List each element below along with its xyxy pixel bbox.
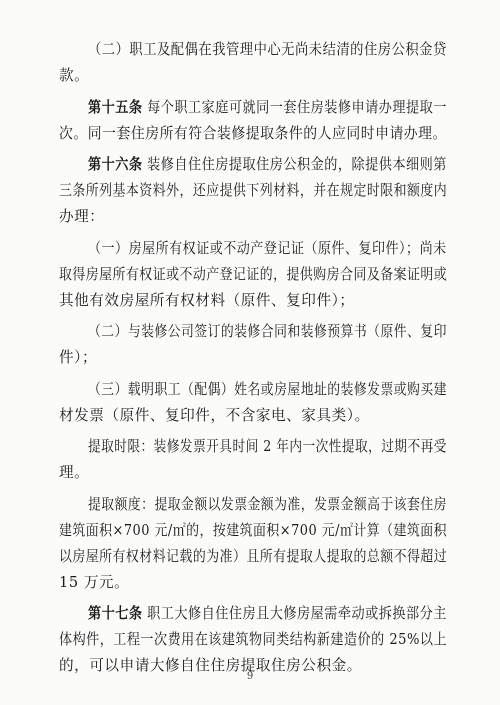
article-line bbox=[88, 604, 447, 624]
page-number: 9 bbox=[246, 671, 254, 682]
line-text: 装修自住住房提取住房公积金的，除提供本细则第 bbox=[142, 156, 447, 173]
paragraph-line bbox=[88, 40, 447, 60]
article-line bbox=[88, 155, 447, 175]
line-text: 取得房屋所有权证或不动产登记证的，提供购房合同及备案证明或 bbox=[59, 265, 448, 283]
line-text: （三）载明职工（配偶）姓名或房屋地址的装修发票或购买建 bbox=[88, 380, 447, 398]
line-text: 的，可以申请大修自住住房提取住房公积金。 bbox=[59, 657, 362, 674]
paragraph-line bbox=[59, 630, 447, 650]
line-text: 其他有效房屋所有权材料（原件、复印件）； bbox=[59, 291, 355, 309]
paragraph-line bbox=[59, 66, 89, 86]
paragraph-line bbox=[88, 380, 447, 400]
line-text: 以房屋所有权材料记载的为准）且所有提取人提取的总额不得超过 bbox=[59, 547, 448, 565]
line-text: 建筑面积×700 元/㎡的，按建筑面积×700 元/㎡计算（建筑面积 bbox=[59, 521, 448, 539]
paragraph-line bbox=[59, 521, 447, 541]
line-text: 体构件，工程一次费用在该建筑物同类结构新建造价的 25%以上 bbox=[59, 631, 448, 648]
line-text: 提取额度：提取金额以发票金额为准，发票金额高于该套住房 bbox=[88, 495, 447, 513]
line-text: 款。 bbox=[59, 67, 90, 84]
line-text: 职工大修自住住房且大修房屋需牵动或拆换部分主 bbox=[142, 605, 447, 622]
line-text: 办理： bbox=[59, 208, 105, 225]
paragraph-line bbox=[59, 406, 370, 426]
paragraph-line bbox=[59, 547, 447, 567]
paragraph-line bbox=[88, 239, 447, 259]
line-text: 理。 bbox=[59, 464, 90, 481]
paragraph-line bbox=[59, 463, 89, 483]
line-text: 15 万元。 bbox=[59, 573, 130, 591]
paragraph-line bbox=[59, 348, 97, 368]
paragraph-line bbox=[88, 437, 447, 457]
line-text: 次。同一套住房所有符合装修提取条件的人应同时申请办理。 bbox=[59, 124, 447, 142]
paragraph-line bbox=[59, 124, 447, 144]
line-text: 提取时限：装修发票开具时间 2 年内一次性提取，过期不再受 bbox=[88, 438, 447, 455]
article-heading: 第十七条 bbox=[88, 605, 143, 622]
paragraph-line bbox=[59, 207, 104, 227]
line-text: （一）房屋所有权证或不动产登记证（原件、复印件）；尚未 bbox=[88, 239, 447, 257]
article-heading: 第十六条 bbox=[88, 156, 143, 173]
line-text: 三条所列基本资料外，还应提供下列材料，并在规定时限和额度内 bbox=[59, 182, 448, 199]
line-text: 材发票（原件、复印件，不含家电、家具类）。 bbox=[59, 406, 370, 424]
paragraph-line bbox=[88, 495, 447, 515]
line-text: 每个职工家庭可就同一套住房装修申请办理提取一 bbox=[142, 98, 447, 116]
paragraph-line bbox=[59, 265, 447, 285]
paragraph-line bbox=[59, 291, 355, 311]
paragraph-line bbox=[88, 322, 447, 342]
article-heading: 第十五条 bbox=[88, 98, 143, 116]
paragraph-line bbox=[59, 181, 447, 201]
line-text: 件）； bbox=[59, 349, 98, 366]
line-text: （二）职工及配偶在我管理中心无尚未结清的住房公积金贷 bbox=[88, 41, 447, 58]
paragraph-line bbox=[59, 573, 129, 593]
article-line bbox=[88, 98, 447, 118]
paragraph-line bbox=[59, 656, 362, 676]
line-text: （二）与装修公司签订的装修合同和装修预算书（原件、复印 bbox=[88, 323, 447, 340]
